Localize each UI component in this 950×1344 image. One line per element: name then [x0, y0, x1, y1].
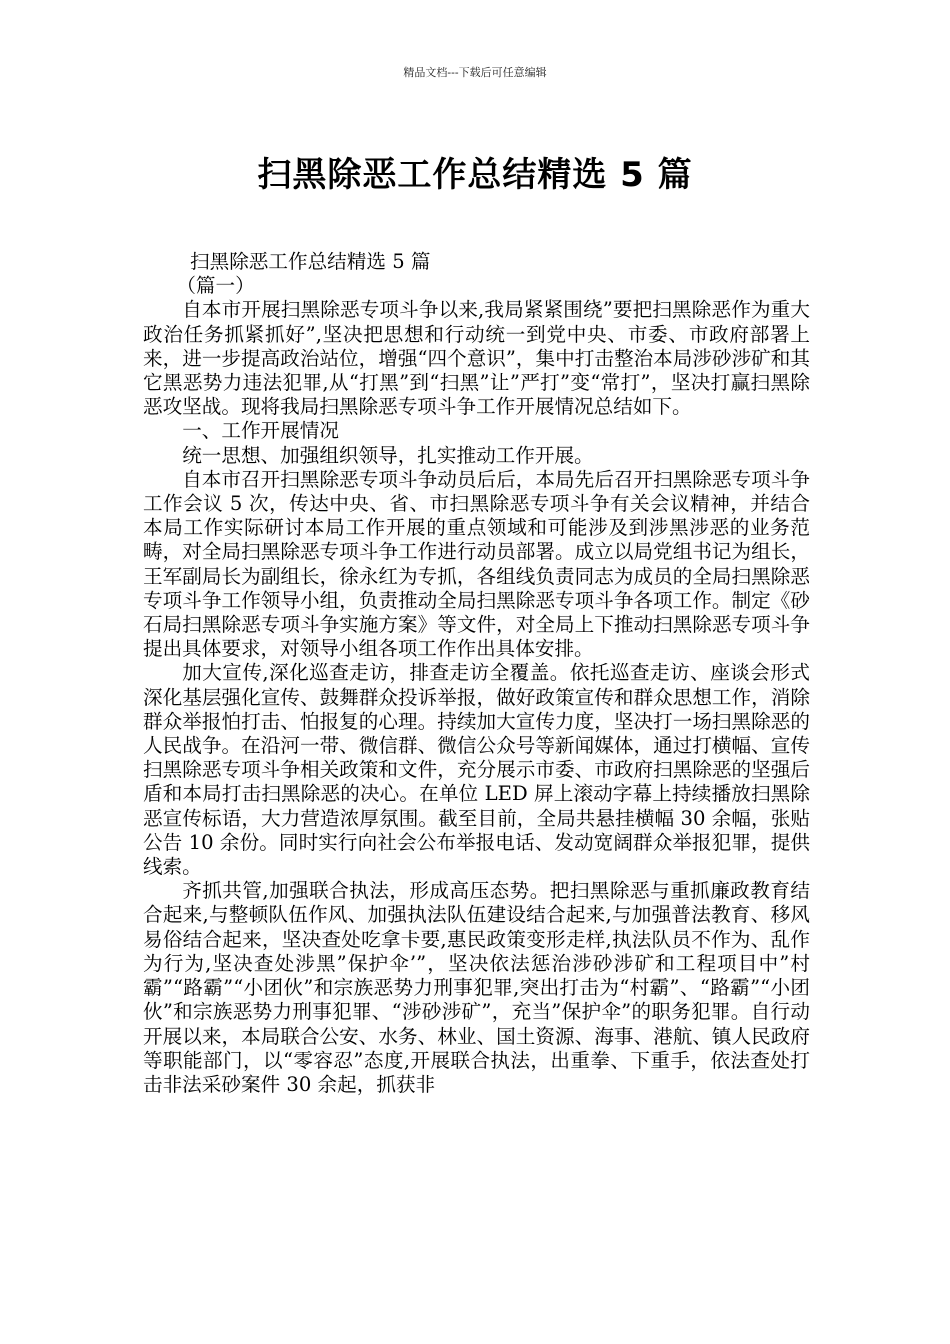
paragraph-intro: 自本市开展扫黑除恶专项斗争以来,我局紧紧围绕”要把扫黑除恶作为重大政治任务抓紧抓好”,坚决把思想和行动统一到党中央、市委、市政府部署上来，进一步提高政治站位，增强“四个意识”，集中打击整治本局涉砂涉矿和其它黑恶势力违法犯罪,从“打黑”到“扫黑”让”严打”变“常打”，坚决打赢扫黑除恶攻坚战。现将我局扫黑除恶专项斗争工作开展情况总结如下。: [143, 298, 810, 419]
paragraph-organization: 自本市召开扫黑除恶专项斗争动员后后，本局先后召开扫黑除恶专项斗争工作会议 5 次，传达中央、省、市扫黑除恶专项斗争有关会议精神，并结合本局工作实际研讨本局工作开展的重点领域和可能涉及到涉黑涉恶的业务范畴，对全局扫黑除恶专项斗争工作进行动员部署。成立以局党组书记为组长，王军副局长为副组长，徐永红为专抓，各组线负责同志为成员的全局扫黑除恶专项斗争工作领导小组，负责推动全局扫黑除恶专项斗争各项工作。制定《砂石局扫黑除恶专项斗争实施方案》等文件，对全局上下推动扫黑除恶专项斗争提出具体要求，对领导小组各项工作作出具体安排。: [143, 467, 810, 661]
document-body: [143, 250, 810, 1097]
paragraph-publicity: 加大宣传,深化巡查走访，排查走访全覆盖。依托巡查走访、座谈会形式深化基层强化宣传、鼓舞群众投诉举报，做好政策宣传和群众思想工作，消除群众举报怕打击、怕报复的心理。持续加大宣传力度，坚决打一场扫黑除恶的人民战争。在沿河一带、微信群、微信公众号等新闻媒体，通过打横幅、宣传扫黑除恶专项斗争相关政策和文件，充分展示市委、市政府扫黑除恶的坚强后盾和本局打击扫黑除恶的决心。在单位 LED 屏上滚动字幕上持续播放扫黑除恶宣传标语，大力营造浓厚氛围。截至目前，全局共悬挂横幅 30 余幅，张贴公告 10 余份。同时实行向社会公布举报电话、发动宽阔群众举报犯罪，提供线索。: [143, 661, 810, 879]
document-title: 扫黑除恶工作总结精选 5 篇: [257, 154, 693, 195]
header-note: 精品文档---下载后可任意编辑: [403, 66, 547, 79]
section-heading: 一、工作开展情况: [182, 419, 339, 443]
paragraph-enforcement: 齐抓共管,加强联合执法，形成高压态势。把扫黑除恶与重抓廉政教育结合起来,与整顿队伍作风、加强执法队伍建设结合起来,与加强普法教育、移风易俗结合起来，坚决查处吃拿卡要,惠民政策变形走样,执法队员不作为、乱作为行为,坚决查处涉黑”保护伞’”，坚决依法惩治涉砂涉矿和工程项目中”村霸”“路霸”“小团伙”和宗族恶势力刑事犯罪,突出打击为“村霸”、“路霸”“小团伙”和宗族恶势力刑事犯罪、“涉砂涉矿”，充当”保护伞”的职务犯罪。自行动开展以来，本局联合公安、水务、林业、国土资源、海事、港航、镇人民政府等职能部门，以“零容忍”态度,开展联合执法，出重拳、下重手，依法查处打击非法采砂案件 30 余起，抓获非: [143, 879, 810, 1096]
chapter-heading: （篇一）: [176, 274, 255, 298]
paragraph-item-heading: 统一思想、加强组织领导，扎实推动工作开展。: [182, 443, 594, 467]
document-subtitle: 扫黑除恶工作总结精选 5 篇: [190, 250, 431, 273]
